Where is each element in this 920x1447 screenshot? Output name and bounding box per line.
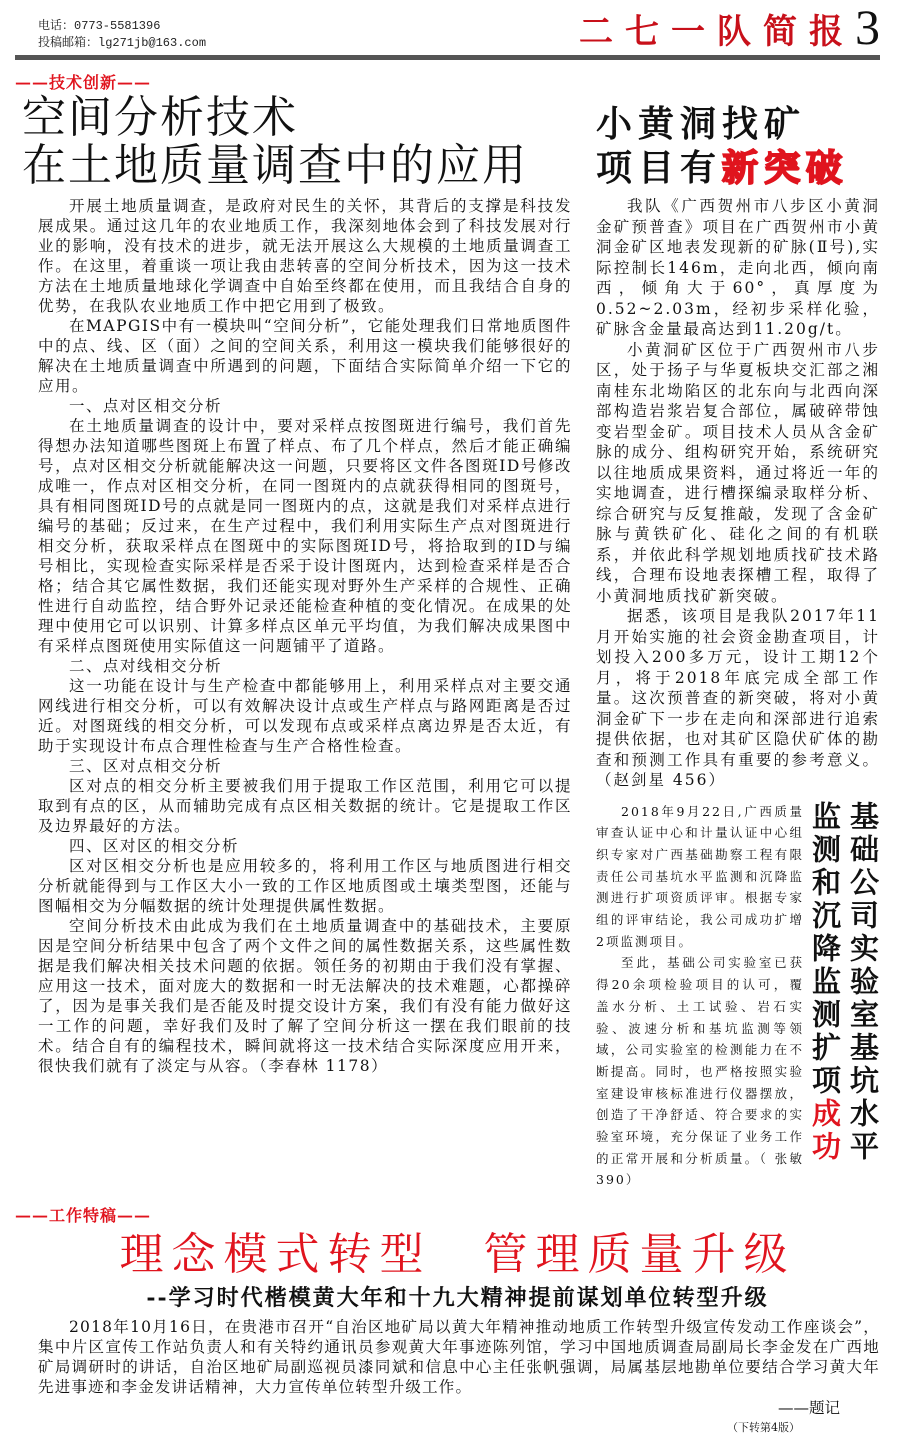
page-number: 3 <box>855 0 880 55</box>
article3-body <box>596 801 804 1192</box>
article3-title-col2-text: 监测和沉降监测扩项 <box>808 800 842 1098</box>
subheading: 三、区对点相交分析 <box>69 757 223 775</box>
article4-subtitle: --学习时代楷模黄大年和十九大精神提前谋划单位转型升级 <box>146 1285 769 1312</box>
subheading: 二、点对线相交分析 <box>69 657 223 675</box>
paragraph: 小黄洞矿区位于广西贺州市八步区，处于扬子与华夏板块交汇部之湘南桂东北坳陷区的北东向与北西向深部构造岩浆岩复合部位，属破碎带蚀变岩型金矿。项目技术人员从含金矿脉的成分、组构研究开始，系统研究以往地质成果资料，通过将近一年的实地调查，进行槽探编录取样分析、综合研究与反复推敲，发现了含金矿脉与黄铁矿化、硅化之间的有机联系，并依此科学规划地质找矿技术路线，合理布设地表探槽工程，取得了小黄洞地质找矿新突破。 <box>596 340 880 605</box>
paragraph: 区对点的相交分析主要被我们用于提取工作区范围，利用它可以提取到有点的区，从而辅助完成有点区相关数据的统计。它是提取工作区及边界最好的方法。 <box>38 777 572 835</box>
paragraph: 至此，基础公司实验室已获得20余项检验项目的认可，覆盖水分析、土工试验、岩石实验、波速分析和基坑监测等领域，公司实验室的检测能力在不断提高。同时，也严格按照实验室建设审核标准进行仪器摆放，创造了干净舒适、符合要求的实验室环境，充分保证了业务工作的正常开展和分析质量。（ 张敏 390） <box>596 955 804 1188</box>
paragraph: 据悉，该项目是我队2017年11月开始实施的社会资金勘查项目，计划投入200多万元，设计工期12个月，将于2018年底完成全部工作量。这次预普查的新突破，将对小黄洞金矿下一步在走向和深部进行追索提供依据，也对其矿区隐伏矿体的勘查和预测工作具有重要的参考意义。（赵剑星 456） <box>596 607 880 789</box>
main-content <box>15 72 900 1191</box>
page-header <box>15 2 880 60</box>
paragraph: 在土地质量调查的设计中，要对采样点按图斑进行编号，我们首先得想办法知道哪些图斑上布置了样点、布了几个样点，然后才能正确编号，点对区相交分析就能解决这一问题，只要将区文件各图斑ID号修改成唯一，作点对区相交分析，在同一图斑内的点就获得相同的图斑号，具有相同图斑ID号的点就是同一图斑内的点，这就是我们对采样点进行编号的基础；反过来，在生产过程中，我们利用实际生产点对图斑进行相交分析，获取采样点在图斑中的实际图斑ID号，将拾取到的ID与编号相比，实现检查实际采样是否采于设计图斑内，达到检查采样是否合格；结合其它属性数据，我们还能实现对野外生产采样的合规性、正确性进行自动监控，结合野外记录还能检查种植的变化情况。在成果的处理中使用它可以识别、计算多样点区单元平均值，为我们解决成果图中有采样点图斑使用实际值这一问题铺平了道路。 <box>38 417 572 655</box>
article3 <box>596 801 880 1192</box>
paragraph: 区对区相交分析也是应用较多的，将利用工作区与地质图进行相交分析就能得到与工作区大小一致的工作区地质图或土壤类型图，还能与图幅相交为分幅数据的统计处理提供属性数据。 <box>38 857 572 915</box>
phone-number: 电话：0773-5581396 <box>38 19 161 33</box>
article3-title-col1: 基础公司实验室基坑水平 <box>846 800 880 1164</box>
article1 <box>15 72 572 1191</box>
article2-title <box>596 102 880 190</box>
article4-body <box>38 1317 880 1397</box>
article4 <box>15 1205 900 1437</box>
article2-title-line2: 项目有 <box>596 147 723 189</box>
subheading: 一、点对区相交分析 <box>69 397 223 415</box>
article3-title-highlight: 成功 <box>808 1097 842 1164</box>
right-column <box>596 72 880 1191</box>
article1-title-line1: 空间分析技术 <box>22 92 298 143</box>
section-label-feature: ——工作特稿—— <box>15 1206 152 1226</box>
paragraph: 开展土地质量调查，是政府对民生的关怀，其背后的支撑是科技发展成果。通过这几年的农业地质工作，我深刻地体会到了科技发展对行业的影响，没有技术的进步，就无法开展这么大规模的土地质量调查工作。在这里，着重谈一项让我由悲转喜的空间分析技术，因为这一技术方法在土地质量地球化学调查中自始至终都在使用，而且我结合自身的优势，在我队农业地质工作中把它用到了极致。 <box>38 197 572 315</box>
masthead <box>579 0 880 55</box>
article1-title-line2: 在土地质量调查中的应用 <box>22 140 528 191</box>
article1-body <box>15 196 572 1076</box>
subheading: 四、区对区的相交分析 <box>69 837 240 855</box>
submission-email: 投稿邮箱：lg271jb@163.com <box>38 36 207 50</box>
section-label-tech: ——技术创新—— <box>15 73 152 92</box>
newspaper-title: 二七一队简报 <box>579 12 855 52</box>
contact-info <box>38 18 206 52</box>
paragraph: 我队《广西贺州市八步区小黄洞金矿预普查》项目在广西贺州市小黄洞金矿区地表发现新的矿脉(Ⅱ号),实际控制长146m，走向北西，倾向南西，倾角大于60°，真厚度为0.52~2.03m，经初步采样化验，矿脉含金量最高达到11.20g/t。 <box>596 197 880 338</box>
article4-title: 理念模式转型 管理质量升级 <box>119 1229 796 1281</box>
article2-body <box>596 196 880 791</box>
article4-signoff: ——题记 <box>777 1399 840 1418</box>
article2-title-line1: 小黄洞找矿 <box>596 103 807 145</box>
article3-title-col2 <box>808 801 842 1164</box>
article2-title-highlight: 新突破 <box>722 147 849 189</box>
paragraph: 2018年9月22日,广西质量审查认证中心和计量认证中心组织专家对广西基础勘察工程有限责任公司基坑水平监测和沉降监测进行扩项资质评审。根据专家组的评审结论，我公司成功扩增2项监测项目。 <box>596 803 804 949</box>
paragraph: 在MAPGIS中有一模块叫“空间分析”，它能处理我们日常地质图件中的点、线、区（面）之间的空间关系，利用这一模块我们能够很好的解决在土地质量调查中所遇到的问题，下面结合实际简单介绍一下它的应用。 <box>38 317 572 395</box>
paragraph: 这一功能在设计与生产检查中都能够用上，利用采样点对主要交通网线进行相交分析，可以有效解决设计点或生产样点与路网距离是否过近。对图斑线的相交分析，可以发现布点或采样点离边界是否太近，有助于实现设计布点合理性检查与生产合格性检查。 <box>38 677 572 755</box>
paragraph: 2018年10月16日，在贵港市召开“自治区地矿局以黄大年精神推动地质工作转型升级宣传发动工作座谈会”，集中片区宣传工作站负责人和有关特约通讯员参观黄大年事迹陈列馆，学习中国地质调查局副局长李金发在广西地矿局调研时的讲话，自治区地矿局副巡视员漆同斌和信息中心主任张帆强调，局属基层地勘单位要结合学习黄大年先进事迹和李金发讲话精神，大力宣传单位转型升级工作。 <box>38 1318 880 1397</box>
continued-note: （下转第4版） <box>727 1421 800 1435</box>
paragraph: 空间分析技术由此成为我们在土地质量调查中的基础技术，主要原因是空间分析结果中包含了两个文件之间的属性数据关系，这些属性数据是我们解决相关技术问题的依据。领任务的初期由于我们没有掌握、应用这一技术，面对庞大的数据和一时无法解决的技术难题，心都操碎了，因为是事关我们是否能及时提交设计方案，我们有没有能力做好这一工作的问题，幸好我们及时了解了空间分析这一摆在我们眼前的技术。结合自有的编程技术，瞬间就将这一技术结合实际深度应用开来，很快我们就有了淡定与从容。（李春林 1178） <box>38 917 572 1075</box>
